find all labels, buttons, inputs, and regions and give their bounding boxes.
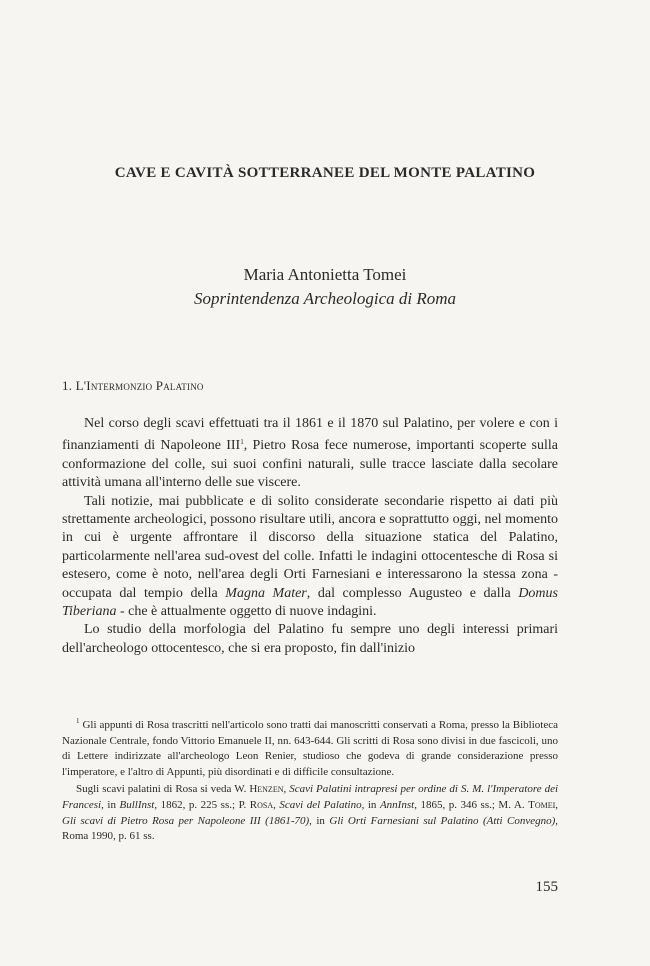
- text-run: , Pietro Rosa fece numerose, importanti scoperte sulla conformazione del colle, sui suoi confini naturali, sulle tracce lasciate dalla secolare attività umana all'interno delle sue viscere.: [62, 438, 558, 491]
- author-name: Maria Antonietta Tomei: [243, 265, 407, 284]
- body-text: [62, 415, 558, 658]
- footnote-ref: 1: [240, 438, 244, 447]
- cited-author: Henzen: [249, 783, 284, 796]
- cited-title: Scavi Palatini intrapresi per ordine di S. M. l'Imperatore dei Francesi: [62, 783, 559, 811]
- cited-author: Rosa: [249, 798, 274, 811]
- footnote-mark: 1: [76, 717, 80, 725]
- text-run: , in: [101, 798, 116, 811]
- author-affiliation: Soprintendenza Archeologica di Roma: [193, 289, 457, 308]
- page-number: 155: [535, 879, 558, 895]
- section-title: L'Intermonzio Palatino: [75, 378, 204, 393]
- cited-title: Scavi del Palatino: [279, 798, 362, 811]
- cited-journal: BullInst: [119, 798, 155, 811]
- cited-title: Gli scavi di Pietro Rosa per Napoleone III (1861-70): [62, 814, 310, 827]
- text-run: Nel corso degli scavi effettuati tra il 1861 e il 1870 sul Palatino, per volere e con i finanziamenti di Napoleone III: [62, 416, 558, 454]
- italic-term: Magna Mater: [225, 585, 307, 601]
- text-run: , dal complesso Augusteo e dalla: [306, 585, 511, 601]
- article-title: CAVE E CAVITÀ SOTTERRANEE DEL MONTE PALATINO: [114, 165, 536, 181]
- paragraph: Lo studio della morfologia del Palatino fu sempre uno degli interessi primari dell'archeologo ottocentesco, che si era proposto, fin dall'inizio: [62, 622, 558, 656]
- italic-term: Domus Tiberiana: [62, 585, 558, 620]
- text-run: Tali notizie, mai pubblicate e di solito considerate secondarie rispetto ai dati più strettamente archeologici, possono risultare utili, ancora e soprattutto oggi, nel momento in cui è urgente affrontare il discorso della situazione statica del Palatino, particolarmente nell'area sud-ovest del colle. Infatti le indagini ottocentesche di Rosa si estesero, come è noto, nell'area degli Orti Farnesiani e interessarono la stessa zona - occupata dal tempio della: [62, 493, 558, 601]
- footnote: [62, 714, 558, 780]
- section-number: 1.: [62, 378, 73, 393]
- text-run: , 1865, p. 346 ss.; M. A.: [414, 798, 525, 811]
- cited-author: Tomei: [528, 798, 556, 811]
- text-run: , Roma 1990, p. 61 ss.: [62, 814, 558, 843]
- cited-journal: AnnInst: [379, 798, 415, 811]
- text-run: , in: [361, 798, 377, 811]
- section-heading: [62, 378, 204, 394]
- text-run: , in: [309, 814, 325, 827]
- footnotes: [62, 714, 558, 845]
- footnote-text: Gli appunti di Rosa trascritti nell'articolo sono tratti dai manoscritti conservati a Roma, presso la Biblioteca Nazionale Centrale, fondo Vittorio Emanuele II, nn. 643-644. Gli scritti di Rosa sono divisi in due fascicoli, uno di Lettere indirizzate all'archeologo Leon Renier, studioso che godeva di grande considerazione presso l'imperatore, e l'altro di Appunti, più disordinati e di difficile consultazione.: [62, 719, 558, 778]
- text-run: - che è attualmente oggetto di nuove indagini.: [119, 604, 377, 620]
- text-run: Sugli scavi palatini di Rosa si veda W.: [76, 783, 247, 796]
- cited-title: Gli Orti Farnesiani sul Palatino (Atti Convegno): [329, 814, 556, 827]
- footnote: Sugli scavi palatini di Rosa si veda W. Henzen, Scavi Palatini intrapresi per ordine di S. M. l'Imperatore dei Francesi, in BullInst, 1862, p. 225 ss.; P. Rosa, Scavi del Palatino, in AnnInst, 1865, p. 346 ss.; M. A. Tomei, Gli scavi di Pietro Rosa per Napoleone III (1861-70), in Gli Orti Farnesiani sul Palatino (Atti Convegno), Roma 1990, p. 61 ss.: [62, 783, 559, 843]
- text-run: , 1862, p. 225 ss.; P.: [154, 798, 247, 811]
- paragraph: [62, 415, 558, 493]
- paragraph: [62, 493, 558, 622]
